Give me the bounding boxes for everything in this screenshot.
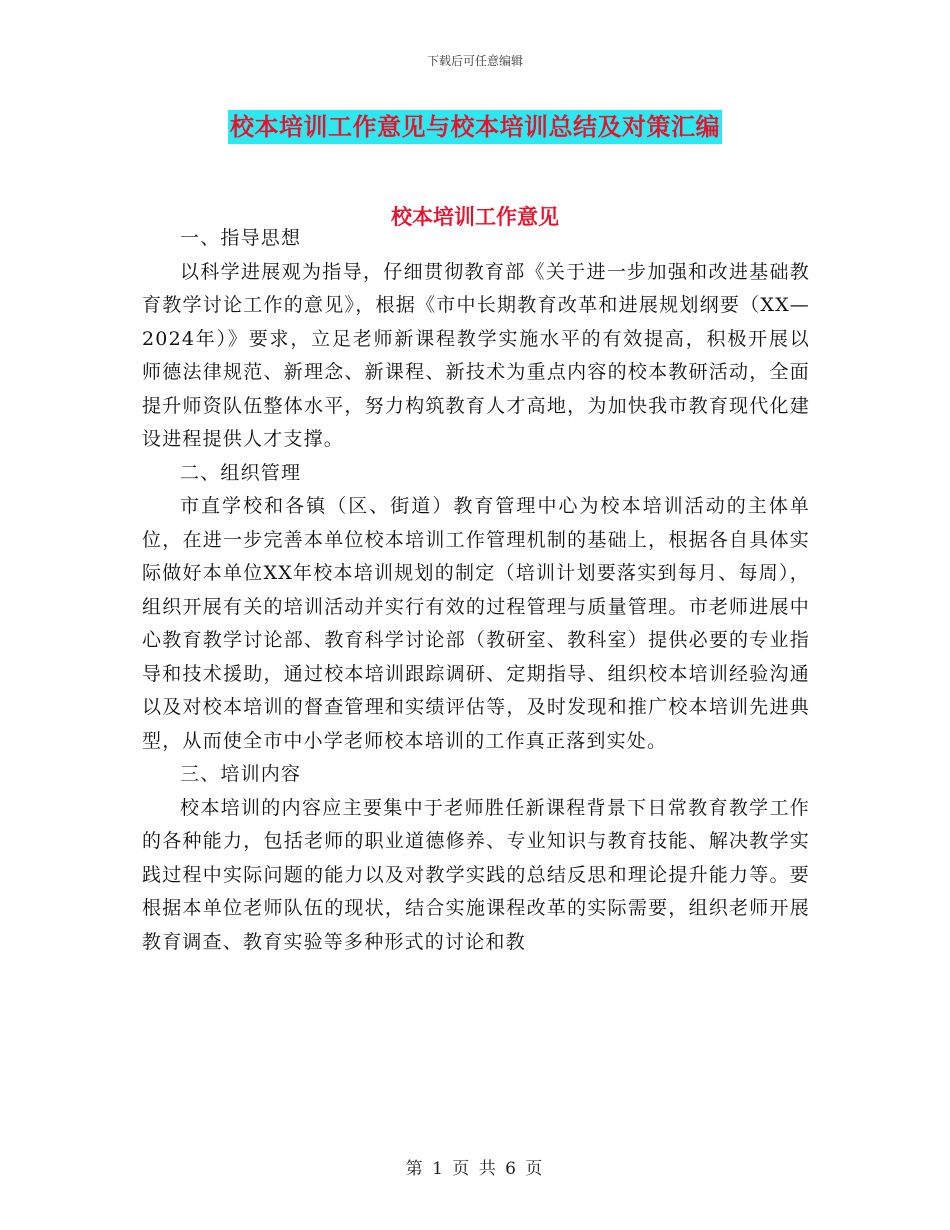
paragraph-organization-management: 市直学校和各镇（区、街道）教育管理中心为校本培训活动的主体单位，在进一步完善本单位校本培训工作管理机制的基础上，根据各自具体实际做好本单位XX年校本培训规划的制定（培训计划要落实到每月、每周），组织开展有关的培训活动并实行有效的过程管理与质量管理。市老师进展中心教育教学讨论部、教育科学讨论部（教研室、教科室）提供必要的专业指导和技术援助，通过校本培训跟踪调研、定期指导、组织校本培训经验沟通以及对校本培训的督查管理和实绩评估等，及时发现和推广校本培训先进典型，从而使全市中小学老师校本培训的工作真正落到实处。 bbox=[142, 495, 810, 752]
document-title: 校本培训工作意见与校本培训总结及对策汇编 bbox=[228, 110, 722, 144]
document-title-container bbox=[0, 110, 950, 144]
heading-guiding-ideology: 一、指导思想 bbox=[180, 227, 302, 249]
section-title: 校本培训工作意见 bbox=[391, 204, 559, 229]
document-body bbox=[142, 220, 810, 959]
paragraph-training-content: 校本培训的内容应主要集中于老师胜任新课程背景下日常教育教学工作的各种能力，包括老师的职业道德修养、专业知识与教育技能、解决教学实践过程中实际问题的能力以及对教学实践的总结反思和理论提升能力等。要根据本单位老师队伍的现状，结合实施课程改革的实际需要，组织老师开展教育调查、教育实验等多种形式的讨论和教 bbox=[142, 796, 810, 953]
heading-organization-management: 二、组织管理 bbox=[180, 461, 302, 484]
page-number-footer: 第 1 页 共 6 页 bbox=[405, 1159, 545, 1179]
page-header-note: 下载后可任意编辑 bbox=[426, 54, 523, 68]
paragraph-guiding-ideology: 以科学进展观为指导，仔细贯彻教育部《关于进一步加强和改进基础教育教学讨论工作的意见》，根据《市中长期教育改革和进展规划纲要（XX—2024年）》要求，立足老师新课程教学实施水平的有效提高，积极开展以师德法律规范、新理念、新课程、新技术为重点内容的校本教研活动，全面提升师资队伍整体水平，努力构筑教育人才高地，为加快我市教育现代化建设进程提供人才支撑。 bbox=[142, 260, 810, 450]
heading-training-content: 三、培训内容 bbox=[180, 763, 302, 785]
